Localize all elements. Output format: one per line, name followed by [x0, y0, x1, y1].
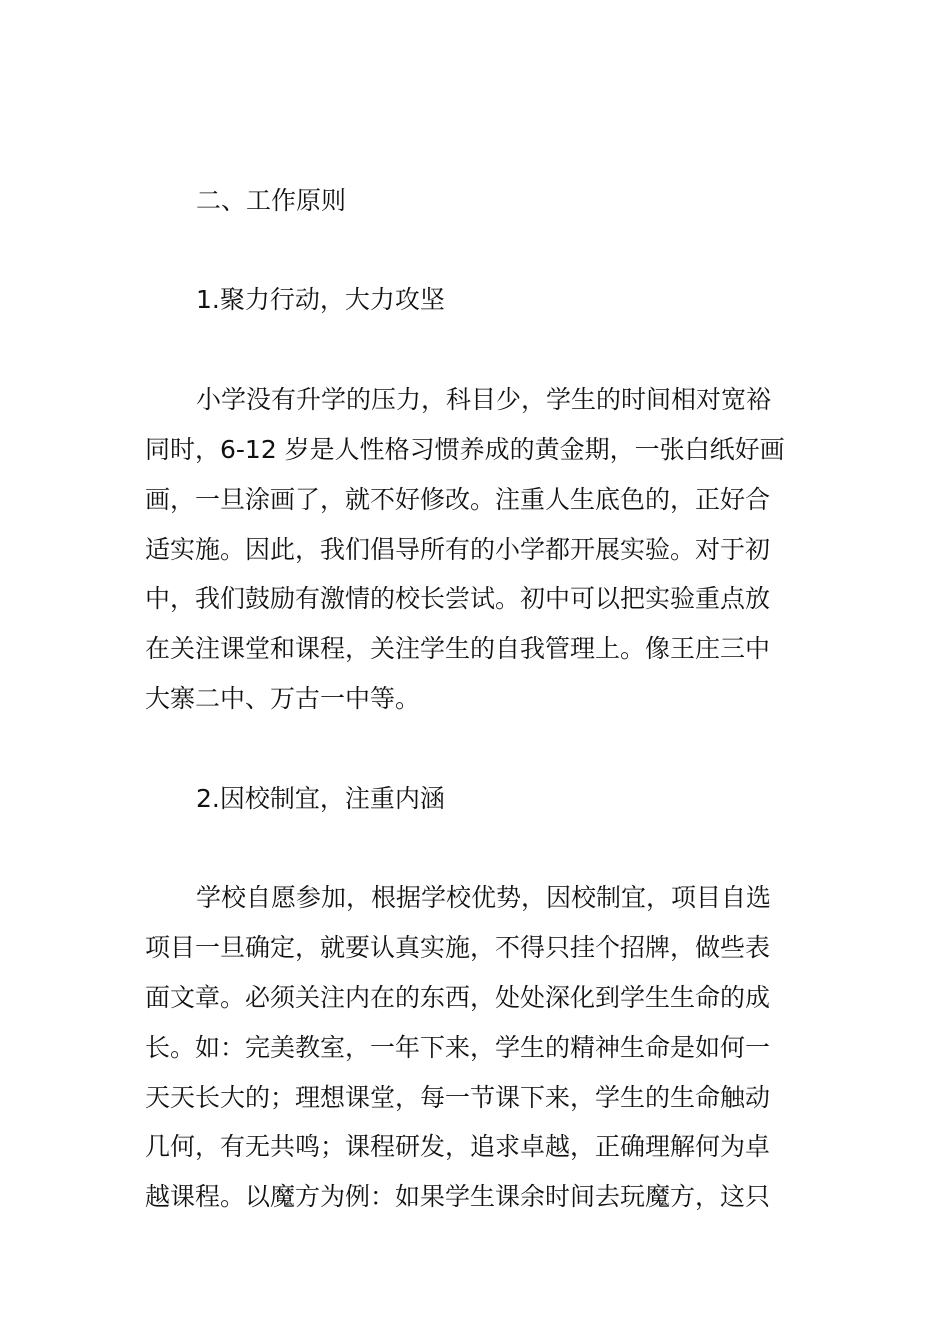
paragraph-2-line-5: 天天长大的；理想课堂，每一节课下来，学生的生命触动: [145, 1083, 771, 1112]
paragraph-2-line-1: 学校自愿参加，根据学校优势，因校制宜，项目自选: [196, 883, 772, 912]
paragraph-1-line-5: 中，我们鼓励有激情的校长尝试。初中可以把实验重点放: [145, 584, 771, 613]
paragraph-2-line-4: 长。如：完美教室，一年下来，学生的精神生命是如何一: [145, 1033, 771, 1062]
paragraph-1-line-6: 在关注课堂和课程，关注学生的自我管理上。像王庄三中: [145, 634, 771, 663]
paragraph-1-line-7: 大寨二中、万古一中等。: [145, 684, 421, 713]
paragraph-2-line-7: 越课程。以魔方为例：如果学生课余时间去玩魔方，这只: [145, 1182, 771, 1211]
paragraph-2-line-2: 项目一旦确定，就要认真实施，不得只挂个招牌，做些表: [145, 933, 771, 962]
paragraph-1-line-4: 适实施。因此，我们倡导所有的小学都开展实验。对于初: [145, 535, 771, 564]
subsection-1-heading: 1.聚力行动，大力攻坚: [196, 285, 445, 314]
paragraph-1-line-2: 同时，6-12 岁是人性格习惯养成的黄金期，一张白纸好画: [145, 435, 785, 464]
paragraph-1-line-1: 小学没有升学的压力，科目少，学生的时间相对宽裕: [196, 385, 772, 414]
paragraph-2-line-6: 几何，有无共鸣；课程研发，追求卓越，正确理解何为卓: [145, 1132, 771, 1161]
subsection-2-heading: 2.因校制宜，注重内涵: [196, 784, 445, 813]
section-heading: 二、工作原则: [196, 186, 347, 215]
paragraph-2-line-3: 面文章。必须关注内在的东西，处处深化到学生生命的成: [145, 983, 771, 1012]
paragraph-1-line-3: 画，一旦涂画了，就不好修改。注重人生底色的，正好合: [145, 485, 771, 514]
